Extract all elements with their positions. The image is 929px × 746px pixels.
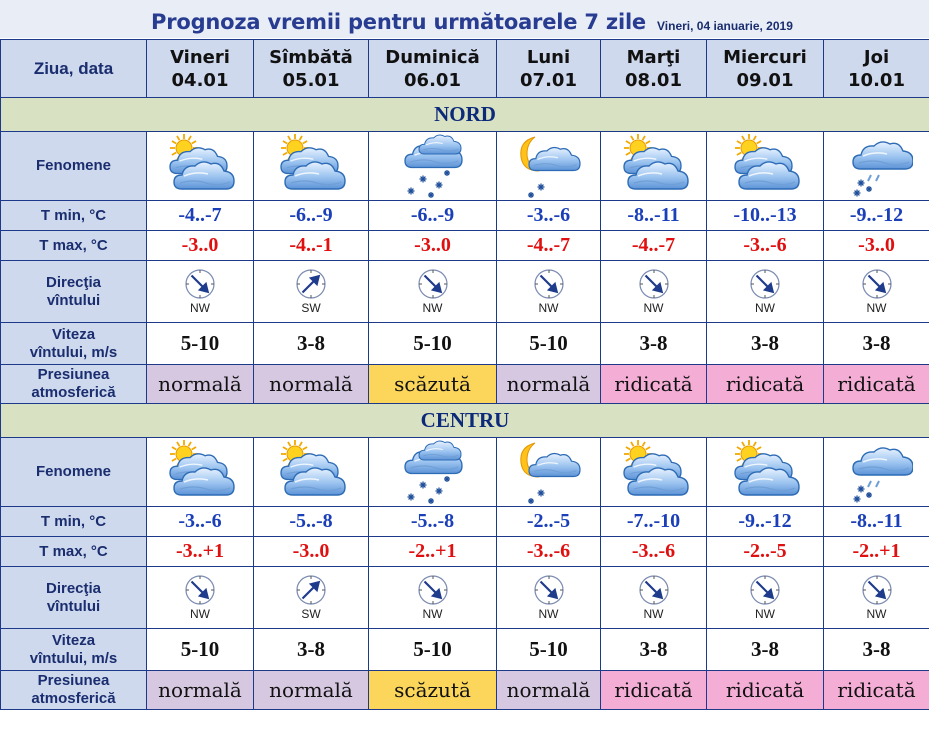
tmax-cell: -3..-6	[497, 537, 601, 567]
day-header-0	[147, 40, 254, 98]
tmin-cell: -7..-10	[601, 507, 707, 537]
day-name: Joi	[863, 46, 890, 68]
tmax-cell: -3..-6	[707, 231, 824, 261]
wind-speed-label-text-2: vîntului, m/s	[29, 343, 118, 361]
wind-speed-cell: 3-8	[707, 323, 824, 365]
tmax-cell: -3..0	[824, 231, 929, 261]
phenomena-cell	[254, 438, 369, 507]
wind-direction-cell	[707, 567, 824, 629]
wind-speed-cell: 3-8	[601, 629, 707, 671]
day-name: Duminică	[385, 46, 480, 68]
wind-speed-cell: 5-10	[369, 323, 497, 365]
tmax-cell: -4..-1	[254, 231, 369, 261]
compass-arrow-icon	[533, 268, 565, 300]
wind-speed-cell: 5-10	[147, 323, 254, 365]
pressure-cell: normală	[254, 671, 369, 710]
tmin-cell: -9..-12	[707, 507, 824, 537]
wind-direction-text: NW	[190, 607, 210, 621]
phenomena-label-text: Fenomene	[35, 463, 111, 480]
wind-speed-label-text: Viteza	[51, 325, 96, 343]
pressure-cell: ridicată	[824, 671, 929, 710]
phenomena-cell	[601, 438, 707, 507]
phenomena-label	[1, 132, 147, 201]
snow-light-icon	[841, 439, 913, 505]
day-date: 08.01	[625, 69, 682, 91]
phenomena-cell	[497, 438, 601, 507]
region-title: NORD	[1, 98, 929, 132]
page-title: Prognoza vremii pentru următoarele 7 zile	[151, 10, 646, 34]
compass-arrow-icon	[861, 268, 893, 300]
tmax-cell: -2..-5	[707, 537, 824, 567]
compass-arrow-icon	[417, 268, 449, 300]
compass-arrow-icon	[638, 268, 670, 300]
tmin-cell: -4..-7	[147, 201, 254, 231]
snow-light-icon	[841, 133, 913, 199]
snow-cloud-icon	[397, 439, 469, 505]
day-header-6	[824, 40, 929, 98]
phenomena-row	[1, 438, 929, 507]
phenomena-cell	[707, 438, 824, 507]
tmin-cell: -9..-12	[824, 201, 929, 231]
pressure-label-text-2: atmosferică	[31, 384, 116, 401]
header-row	[1, 40, 929, 98]
day-name: Vineri	[170, 46, 230, 68]
tmin-cell: -2..-5	[497, 507, 601, 537]
wind-direction-text: NW	[422, 301, 443, 315]
day-name: Miercuri	[723, 46, 807, 68]
tmin-cell: -3..-6	[147, 507, 254, 537]
tmin-cell: -6..-9	[254, 201, 369, 231]
current-date: Vineri, 04 ianuarie, 2019	[657, 19, 793, 33]
wind-speed-cell: 3-8	[254, 323, 369, 365]
moon-snow-icon	[513, 439, 585, 505]
wind-direction-text: NW	[755, 301, 775, 315]
phenomena-cell	[824, 132, 929, 201]
phenomena-cell	[824, 438, 929, 507]
sun-cloud-icon	[729, 133, 801, 199]
tmax-cell: -3..+1	[147, 537, 254, 567]
pressure-label-text: Presiunea	[37, 366, 110, 383]
pressure-label	[1, 671, 147, 710]
sun-cloud-icon	[275, 133, 347, 199]
day-header-3	[497, 40, 601, 98]
wind-direction-row	[1, 567, 929, 629]
day-date: 10.01	[848, 69, 905, 91]
pressure-row	[1, 671, 929, 710]
pressure-cell: scăzută	[369, 671, 497, 710]
tmax-cell: -2..+1	[369, 537, 497, 567]
tmin-cell: -8..-11	[824, 507, 929, 537]
wind-direction-cell	[824, 261, 929, 323]
compass-arrow-icon	[184, 268, 216, 300]
phenomena-cell	[707, 132, 824, 201]
phenomena-cell	[369, 132, 497, 201]
tmin-cell: -5..-8	[369, 507, 497, 537]
wind-direction-label-text: Direcţia	[45, 579, 102, 597]
phenomena-cell	[254, 132, 369, 201]
tmin-cell: -5..-8	[254, 507, 369, 537]
wind-direction-text: NW	[190, 301, 210, 315]
wind-speed-cell: 3-8	[601, 323, 707, 365]
wind-direction-cell	[147, 261, 254, 323]
wind-direction-cell	[497, 567, 601, 629]
tmin-label-text: T min, °C	[40, 206, 107, 224]
wind-direction-cell	[369, 261, 497, 323]
day-name: Marţi	[626, 46, 681, 68]
tmax-row	[1, 537, 929, 567]
tmax-cell: -3..0	[254, 537, 369, 567]
wind-speed-label-text-2: vîntului, m/s	[29, 649, 118, 667]
compass-arrow-icon	[417, 574, 449, 606]
wind-speed-cell: 3-8	[824, 323, 929, 365]
tmax-cell: -4..-7	[497, 231, 601, 261]
day-date: 06.01	[404, 69, 461, 91]
day-name: Sîmbătă	[269, 46, 353, 68]
sun-cloud-icon	[275, 439, 347, 505]
wind-direction-label	[1, 567, 147, 629]
tmax-cell: -3..0	[147, 231, 254, 261]
pressure-row	[1, 365, 929, 404]
pressure-cell: ridicată	[601, 365, 707, 404]
tmin-cell: -10..-13	[707, 201, 824, 231]
pressure-cell: normală	[147, 671, 254, 710]
pressure-cell: normală	[497, 671, 601, 710]
day-date: 09.01	[736, 69, 794, 91]
tmax-cell: -3..0	[369, 231, 497, 261]
tmax-cell: -2..+1	[824, 537, 929, 567]
day-header-5	[707, 40, 824, 98]
pressure-cell: ridicată	[707, 671, 824, 710]
compass-arrow-icon	[861, 574, 893, 606]
sun-cloud-icon	[618, 133, 690, 199]
compass-arrow-icon	[533, 574, 565, 606]
wind-direction-label	[1, 261, 147, 323]
compass-arrow-icon	[184, 574, 216, 606]
wind-direction-cell	[254, 567, 369, 629]
compass-arrow-icon	[749, 574, 781, 606]
day-header-4	[601, 40, 707, 98]
pressure-cell: ridicată	[824, 365, 929, 404]
wind-speed-cell: 5-10	[497, 629, 601, 671]
tmax-label-text: T max, °C	[39, 542, 108, 560]
wind-direction-cell	[369, 567, 497, 629]
tmin-cell: -6..-9	[369, 201, 497, 231]
wind-speed-label	[1, 629, 147, 671]
tmin-label	[1, 201, 147, 231]
tmax-label	[1, 231, 147, 261]
wind-speed-cell: 5-10	[369, 629, 497, 671]
region-row	[1, 404, 929, 438]
wind-direction-text: NW	[538, 301, 559, 315]
wind-speed-label-text: Viteza	[51, 631, 96, 649]
wind-direction-text: NW	[538, 607, 559, 621]
tmin-cell: -8..-11	[601, 201, 707, 231]
phenomena-row	[1, 132, 929, 201]
wind-speed-cell: 5-10	[497, 323, 601, 365]
tmin-row	[1, 201, 929, 231]
compass-arrow-icon	[295, 574, 327, 606]
wind-speed-label	[1, 323, 147, 365]
wind-direction-cell	[824, 567, 929, 629]
pressure-cell: ridicată	[707, 365, 824, 404]
wind-direction-text: SW	[301, 301, 321, 315]
snow-cloud-icon	[397, 133, 469, 199]
wind-direction-cell	[707, 261, 824, 323]
phenomena-cell	[601, 132, 707, 201]
tmax-row	[1, 231, 929, 261]
wind-direction-text: NW	[866, 301, 887, 315]
compass-arrow-icon	[749, 268, 781, 300]
pressure-cell: scăzută	[369, 365, 497, 404]
wind-direction-cell	[147, 567, 254, 629]
title-bar	[0, 0, 929, 38]
corner-label: Ziua, data	[1, 40, 147, 98]
sun-cloud-icon	[729, 439, 801, 505]
wind-direction-text: NW	[422, 607, 443, 621]
phenomena-cell	[497, 132, 601, 201]
sun-cloud-icon	[164, 133, 236, 199]
day-name: Luni	[526, 46, 571, 68]
pressure-cell: normală	[147, 365, 254, 404]
day-header-1	[254, 40, 369, 98]
pressure-label	[1, 365, 147, 404]
phenomena-label-text: Fenomene	[35, 157, 111, 174]
sun-cloud-icon	[164, 439, 236, 505]
tmax-cell: -3..-6	[601, 537, 707, 567]
tmin-cell: -3..-6	[497, 201, 601, 231]
region-title: CENTRU	[1, 404, 929, 438]
day-header-2	[369, 40, 497, 98]
wind-direction-cell	[601, 261, 707, 323]
wind-speed-cell: 3-8	[707, 629, 824, 671]
wind-direction-cell	[601, 567, 707, 629]
day-date: 07.01	[520, 69, 577, 91]
pressure-cell: normală	[254, 365, 369, 404]
day-date: 05.01	[282, 69, 340, 91]
phenomena-label	[1, 438, 147, 507]
wind-direction-label-text-2: vîntului	[46, 597, 101, 615]
forecast-table	[0, 39, 929, 710]
tmax-label-text: T max, °C	[39, 236, 108, 254]
day-date: 04.01	[171, 69, 229, 91]
tmin-row	[1, 507, 929, 537]
tmin-label-text: T min, °C	[40, 512, 107, 530]
phenomena-cell	[147, 438, 254, 507]
compass-arrow-icon	[638, 574, 670, 606]
tmax-label	[1, 537, 147, 567]
wind-direction-label-text: Direcţia	[45, 273, 102, 291]
wind-direction-label-text-2: vîntului	[46, 291, 101, 309]
wind-direction-row	[1, 261, 929, 323]
sun-cloud-icon	[618, 439, 690, 505]
wind-speed-cell: 5-10	[147, 629, 254, 671]
wind-speed-row	[1, 629, 929, 671]
pressure-label-text-2: atmosferică	[31, 690, 116, 707]
tmax-cell: -4..-7	[601, 231, 707, 261]
wind-direction-text: NW	[866, 607, 887, 621]
pressure-label-text: Presiunea	[37, 672, 110, 689]
wind-direction-text: NW	[755, 607, 775, 621]
pressure-cell: normală	[497, 365, 601, 404]
wind-speed-cell: 3-8	[254, 629, 369, 671]
wind-direction-text: NW	[643, 607, 664, 621]
wind-direction-cell	[254, 261, 369, 323]
wind-speed-row	[1, 323, 929, 365]
tmin-label	[1, 507, 147, 537]
wind-direction-cell	[497, 261, 601, 323]
region-row	[1, 98, 929, 132]
phenomena-cell	[147, 132, 254, 201]
moon-snow-icon	[513, 133, 585, 199]
wind-direction-text: NW	[643, 301, 664, 315]
pressure-cell: ridicată	[601, 671, 707, 710]
wind-speed-cell: 3-8	[824, 629, 929, 671]
phenomena-cell	[369, 438, 497, 507]
wind-direction-text: SW	[301, 607, 321, 621]
compass-arrow-icon	[295, 268, 327, 300]
